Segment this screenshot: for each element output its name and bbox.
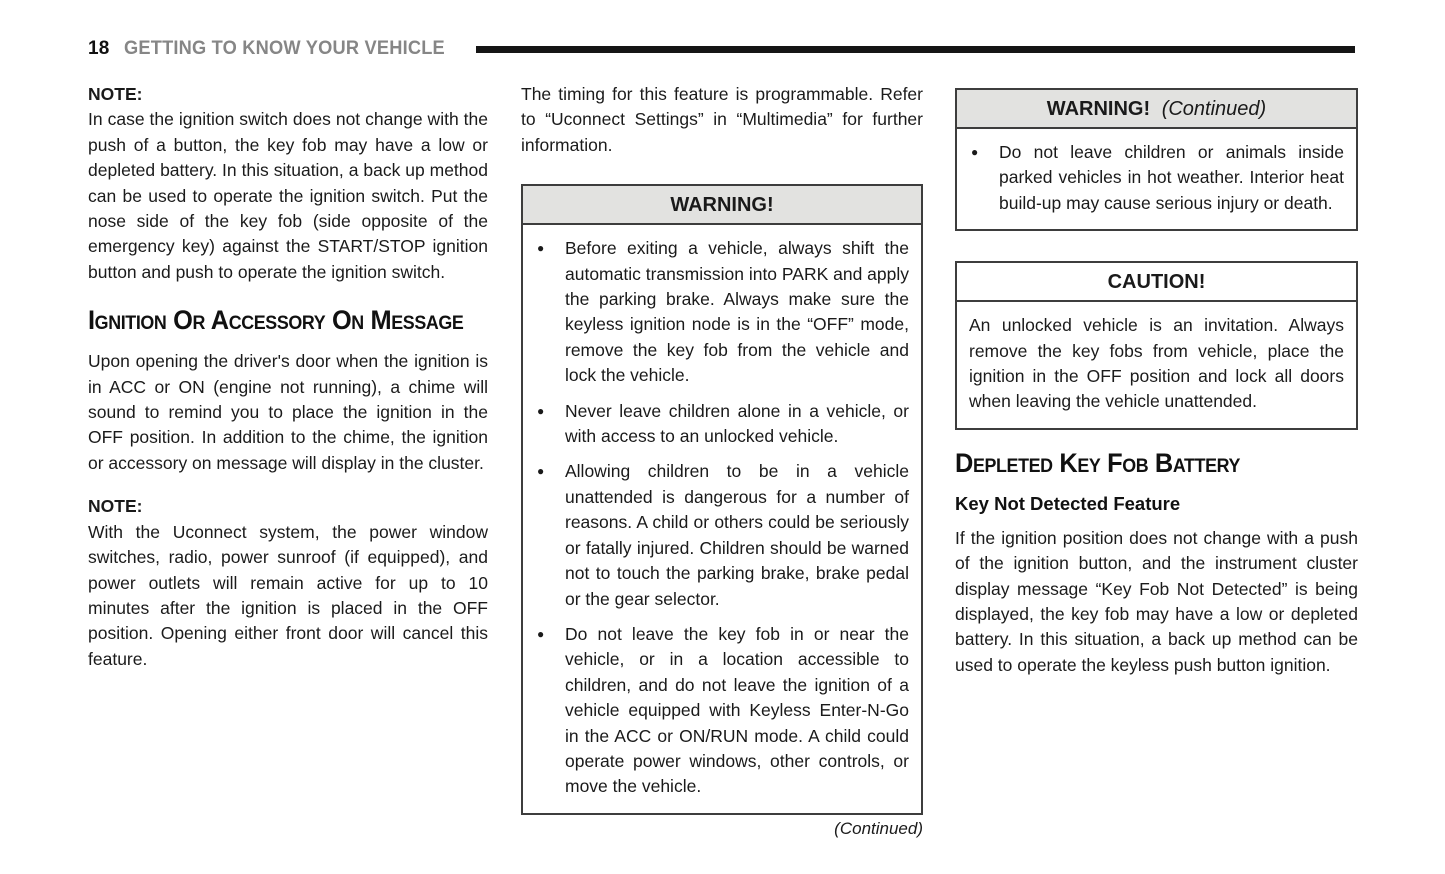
warning-box-body: [523, 225, 921, 813]
header-rule: [476, 46, 1355, 53]
note-label: NOTE:: [88, 496, 143, 517]
warning-box: [521, 184, 923, 815]
middle-column: [521, 82, 923, 841]
paragraph: The timing for this feature is programmable. Refer to “Uconnect Settings” in “Multimedia” for further information.: [521, 84, 923, 155]
warning-continued-box: [955, 88, 1358, 231]
warning-title-suffix: (Continued): [1161, 98, 1267, 120]
page-number: 18: [88, 38, 110, 59]
caution-text: An unlocked vehicle is an invitation. Always remove the key fobs from vehicle, place the ignition in the OFF position and lock all doors when leaving the vehicle unattended.: [969, 315, 1344, 412]
caution-box: [955, 261, 1358, 430]
continued-note: (Continued): [834, 818, 923, 838]
caution-box-body: [957, 302, 1356, 428]
right-column: [955, 82, 1358, 678]
warning-continued-box-body: [957, 129, 1356, 229]
note-label: NOTE:: [88, 84, 143, 104]
warning-title: WARNING!: [1046, 98, 1151, 120]
warning-bullet: ● Do not leave the key fob in or near the vehicle, or in a location accessible to children, and do not leave the ignition of a vehicle equipped with Keyless Enter-N-Go in the ACC or ON/RUN mode. A child could operate power windows, other controls, or move the vehicle.: [535, 622, 909, 800]
subheading-key-not-detected-feature: Key Not Detected Feature: [955, 492, 1181, 514]
warning-bullet: ● Do not leave children or animals inside parked vehicles in hot weather. Interior heat build-up may cause serious injury or death.: [969, 140, 1344, 216]
warning-bullet-list: [969, 140, 1344, 216]
caution-title: CAUTION!: [1107, 271, 1206, 294]
warning-title: WARNING!: [670, 194, 774, 217]
note-body: With the Uconnect system, the power window switches, radio, power sunroof (if equipped), and power outlets will remain active for up to 10 minutes after the ignition is placed in the OFF position. Opening either front door will cancel this feature.: [88, 521, 488, 669]
warning-bullet: ● Allowing children to be in a vehicle unattended is dangerous for a number of reasons. A child or others could be seriously or fatally injured. Children should be warned not to touch the parking brake, brake pedal or the gear selector.: [535, 459, 909, 611]
warning-bullet-list: [535, 236, 909, 800]
note-body: In case the ignition switch does not change with the push of a button, the key fob may have a low or depleted battery. In this situation, a back up method can be used to operate the ignition switch. Put the nose side of the key fob (side opposite of the emergency key) against the START/STOP ignition button and push to operate the ignition switch.: [88, 109, 488, 282]
page-header: [88, 38, 1355, 60]
paragraph: Upon opening the driver's door when the ignition is in ACC or ON (engine not running), a chime will sound to remind you to place the ignition in the OFF position. In addition to the chime, the ignition or accessory on message will display in the cluster.: [88, 351, 488, 473]
warning-box-header: [523, 186, 921, 225]
warning-bullet: ● Before exiting a vehicle, always shift the automatic transmission into PARK and apply the parking brake. Always make sure the keyless ignition node is in the “OFF” mode, remove the key fob from the vehicle and lock the vehicle.: [535, 236, 909, 388]
chapter-title: GETTING TO KNOW YOUR VEHICLE: [123, 38, 445, 59]
left-column: [88, 82, 488, 672]
section-heading-ignition-or-accessory-on-message: Ignition Or Accessory On Message: [88, 305, 464, 336]
caution-box-header: [957, 263, 1356, 302]
warning-bullet: ● Never leave children alone in a vehicle, or with access to an unlocked vehicle.: [535, 399, 909, 450]
paragraph: If the ignition position does not change with a push of the ignition button, and the instrument cluster display message “Key Fob Not Detected” is being displayed, the key fob may have a low or depleted battery. In this situation, a back up method can be used to operate the keyless push button ignition.: [955, 527, 1358, 675]
warning-continued-box-header: [957, 90, 1356, 129]
section-heading-depleted-key-fob-battery: Depleted Key Fob Battery: [955, 447, 1241, 478]
